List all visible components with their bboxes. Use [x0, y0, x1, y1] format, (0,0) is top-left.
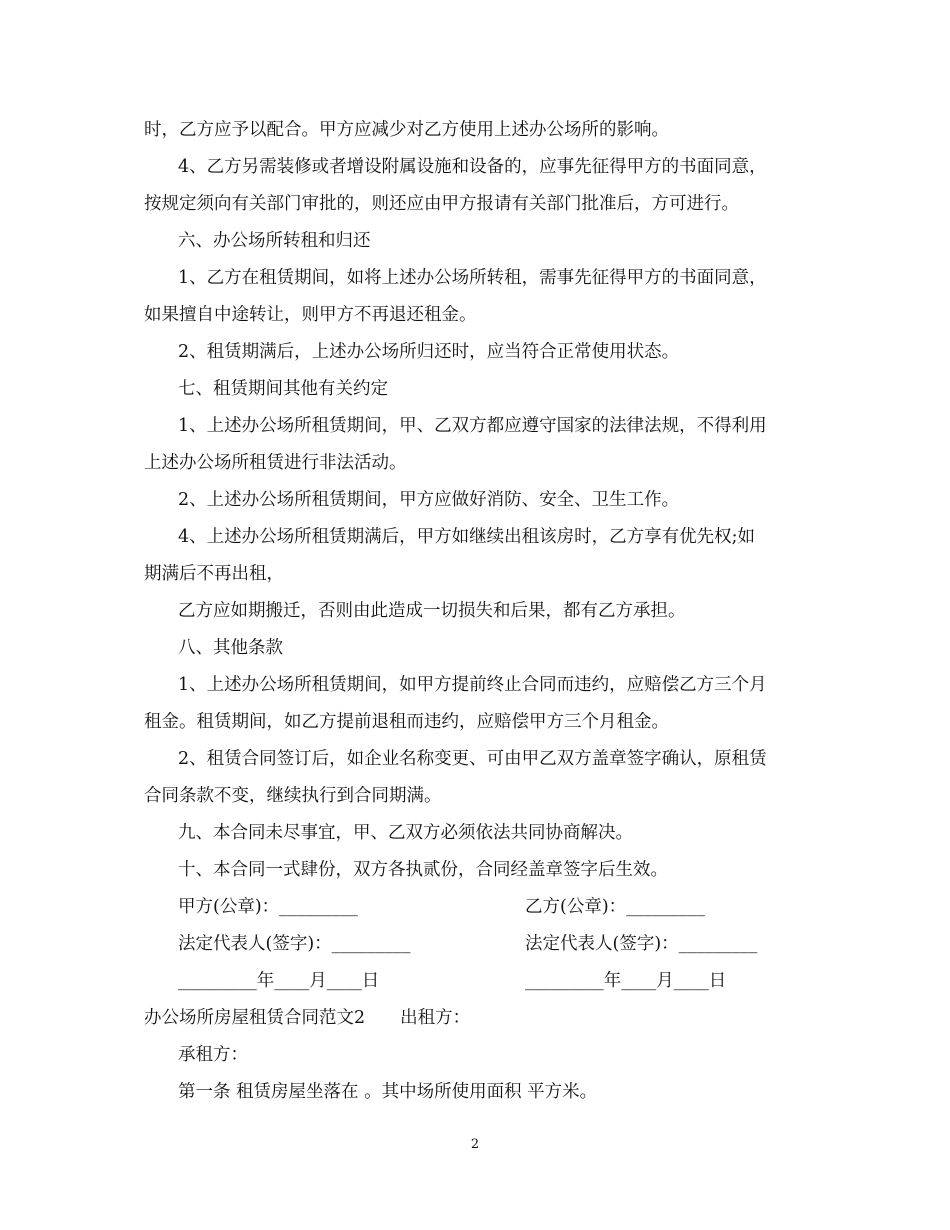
paragraph-line: 时，乙方应予以配合。甲方应减少对乙方使用上述办公场所的影响。 — [144, 120, 669, 140]
article-one-line: 第一条 租赁房屋坐落在 。其中场所使用面积 平方米。 — [178, 1082, 598, 1102]
paragraph-line: 1、上述办公场所租赁期间，甲、乙双方都应遵守国家的法律法规，不得利用 — [178, 416, 767, 436]
party-b-date-field: _________年____月____日 — [525, 971, 727, 991]
paragraph-line: 上述办公场所租赁进行非法活动。 — [144, 453, 407, 473]
paragraph-line: 如果擅自中途转让，则甲方不再退还租金。 — [144, 305, 477, 325]
party-a-representative-field: 法定代表人(签字)：_________ — [178, 934, 411, 954]
section-heading: 九、本合同未尽事宜，甲、乙双方必须依法共同协商解决。 — [178, 823, 633, 843]
paragraph-line: 合同条款不变，继续执行到合同期满。 — [144, 786, 442, 806]
party-a-seal-field: 甲方(公章)：_________ — [178, 897, 358, 917]
paragraph-line: 2、租赁期满后，上述办公场所归还时，应当符合正常使用状态。 — [178, 342, 680, 362]
paragraph-line: 1、乙方在租赁期间，如将上述办公场所转租，需事先征得甲方的书面同意， — [178, 268, 767, 288]
paragraph-line: 1、上述办公场所租赁期间，如甲方提前终止合同而违约，应赔偿乙方三个月 — [178, 675, 767, 695]
party-b-seal-field: 乙方(公章)：_________ — [525, 897, 705, 917]
section-heading: 十、本合同一式肆份，双方各执贰份，合同经盖章签字后生效。 — [178, 860, 668, 880]
paragraph-line: 2、上述办公场所租赁期间，甲方应做好消防、安全、卫生工作。 — [178, 490, 680, 510]
next-contract-heading: 办公场所房屋租赁合同范文2 出租方： — [144, 1008, 471, 1028]
party-a-date-field: _________年____月____日 — [178, 971, 380, 991]
paragraph-line: 4、乙方另需装修或者增设附属设施和设备的，应事先征得甲方的书面同意， — [178, 157, 767, 177]
section-heading: 七、租赁期间其他有关约定 — [178, 379, 388, 399]
paragraph-line: 按规定须向有关部门审批的，则还应由甲方报请有关部门批准后，方可进行。 — [144, 194, 739, 214]
tenant-line: 承租方： — [178, 1045, 248, 1065]
paragraph-line: 4、上述办公场所租赁期满后，甲方如继续出租该房时，乙方享有优先权;如 — [178, 527, 756, 547]
section-heading: 八、其他条款 — [178, 638, 283, 658]
paragraph-line: 乙方应如期搬迁，否则由此造成一切损失和后果，都有乙方承担。 — [178, 601, 686, 621]
party-b-representative-field: 法定代表人(签字)：_________ — [525, 934, 758, 954]
paragraph-line: 2、租赁合同签订后，如企业名称变更、可由甲乙双方盖章签字确认，原租赁 — [178, 749, 767, 769]
section-heading: 六、办公场所转租和归还 — [178, 231, 371, 251]
paragraph-line: 租金。租赁期间，如乙方提前退租而违约，应赔偿甲方三个月租金。 — [144, 712, 669, 732]
paragraph-line: 期满后不再出租， — [144, 564, 284, 584]
page-number: 2 — [470, 1137, 480, 1152]
